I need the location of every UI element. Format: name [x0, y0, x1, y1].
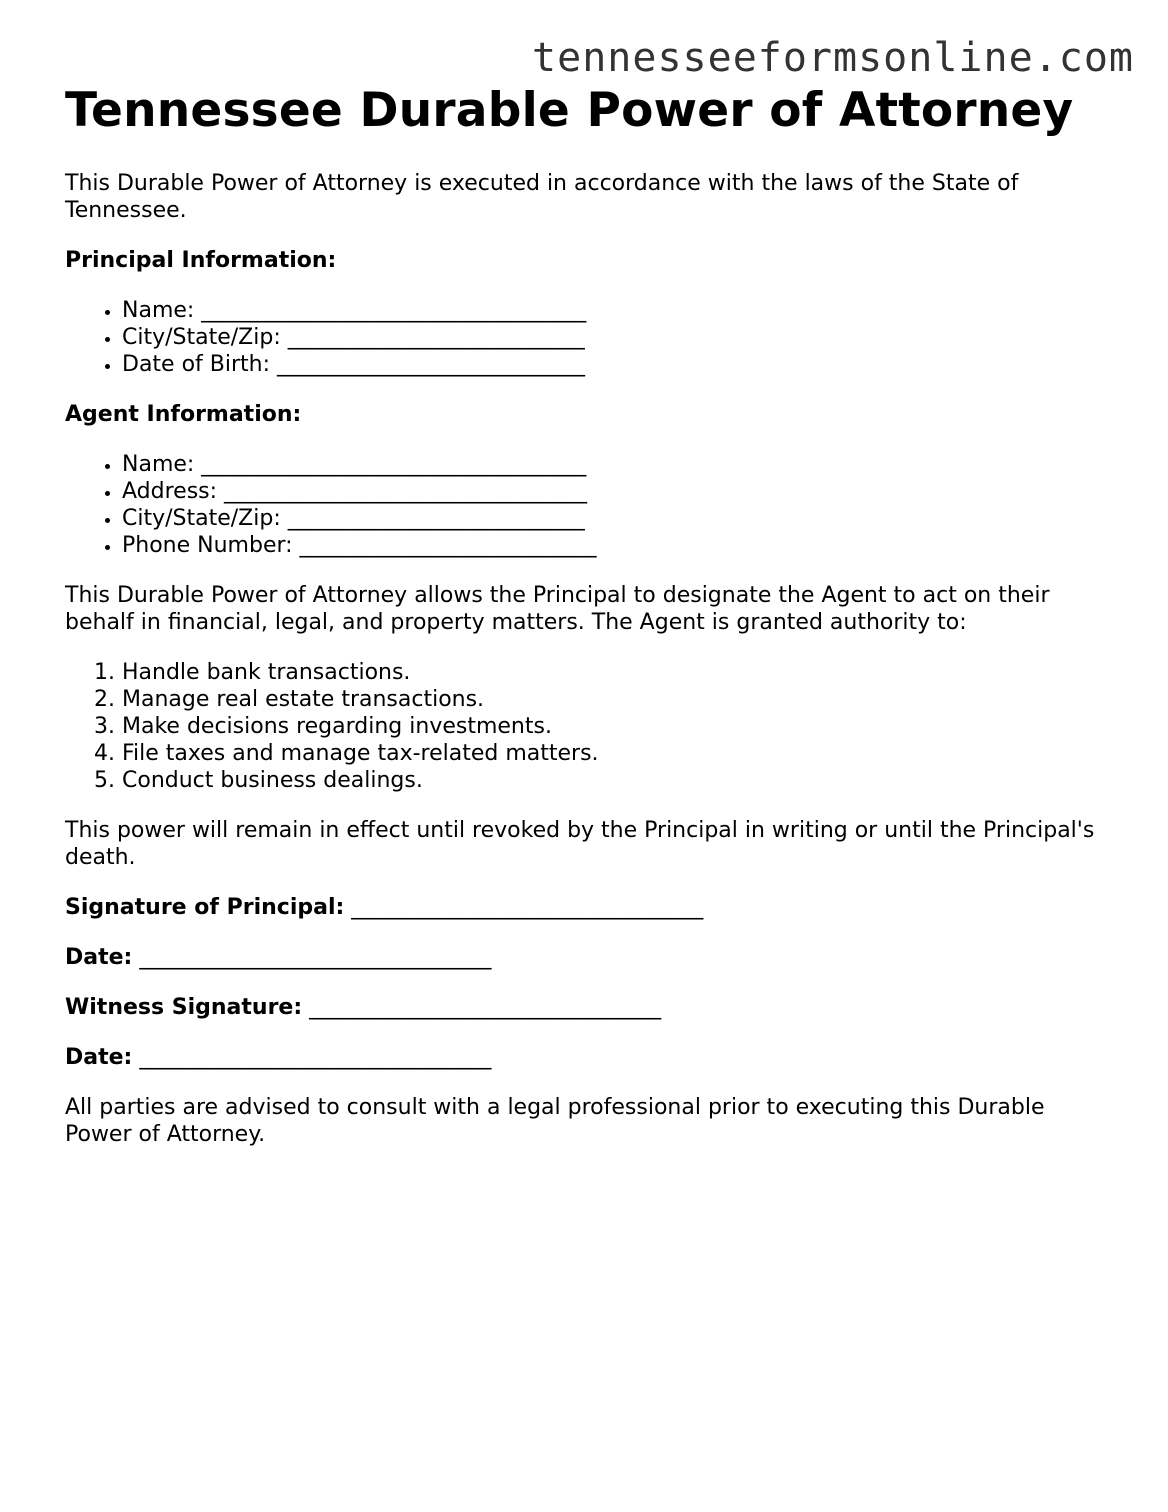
witness-date-row [65, 1044, 1105, 1071]
document-body [65, 82, 1105, 1148]
witness-date-line[interactable]: ________________________________ [139, 1045, 492, 1070]
power-item: 5. Conduct business dealings. [122, 767, 1105, 794]
principal-date-of-birth-field[interactable]: • Date of Birth: ____________________________ [122, 351, 1105, 378]
principal-signature-line[interactable]: ________________________________ [351, 895, 704, 920]
principal-date-row [65, 944, 1105, 971]
powers-list [65, 659, 1105, 794]
principal-name-field[interactable]: • Name: ___________________________________ [122, 297, 1105, 324]
power-item: 3. Make decisions regarding investments. [122, 713, 1105, 740]
witness-signature-row [65, 994, 1105, 1021]
power-item: 2. Manage real estate transactions. [122, 686, 1105, 713]
document-title: Tennessee Durable Power of Attorney [65, 83, 1074, 138]
agent-heading: Agent Information: [65, 402, 302, 427]
agent-phone-number-field[interactable]: • Phone Number: ___________________________ [122, 532, 1105, 559]
grant-paragraph: This Durable Power of Attorney allows the Principal to designate the Agent to act on their behalf in financial, legal, and property matters. The Agent is granted authority to: [65, 583, 1050, 635]
duration-paragraph: This power will remain in effect until revoked by the Principal in writing or until the Principal's death. [65, 818, 1095, 870]
principal-fields [65, 297, 1105, 378]
principal-date-label: Date: [65, 945, 133, 970]
agent-city-state-zip-field[interactable]: • City/State/Zip: ___________________________ [122, 505, 1105, 532]
principal-signature-row [65, 894, 1105, 921]
witness-signature-line[interactable]: ________________________________ [309, 995, 662, 1020]
agent-address-field[interactable]: • Address: _________________________________ [122, 478, 1105, 505]
witness-signature-label: Witness Signature: [65, 995, 303, 1020]
closing-paragraph: All parties are advised to consult with a legal professional prior to executing this Durable Power of Attorney. [65, 1095, 1045, 1147]
principal-signature-label: Signature of Principal: [65, 895, 345, 920]
principal-heading: Principal Information: [65, 248, 337, 273]
agent-fields [65, 451, 1105, 559]
site-watermark: tennesseeformsonline.com [532, 35, 1134, 81]
intro-paragraph: This Durable Power of Attorney is executed in accordance with the laws of the State of Tennessee. [65, 171, 1019, 223]
power-item: 1. Handle bank transactions. [122, 659, 1105, 686]
witness-date-label: Date: [65, 1045, 133, 1070]
agent-name-field[interactable]: • Name: ___________________________________ [122, 451, 1105, 478]
power-item: 4. File taxes and manage tax-related matters. [122, 740, 1105, 767]
principal-date-line[interactable]: ________________________________ [139, 945, 492, 970]
principal-city-state-zip-field[interactable]: • City/State/Zip: ___________________________ [122, 324, 1105, 351]
